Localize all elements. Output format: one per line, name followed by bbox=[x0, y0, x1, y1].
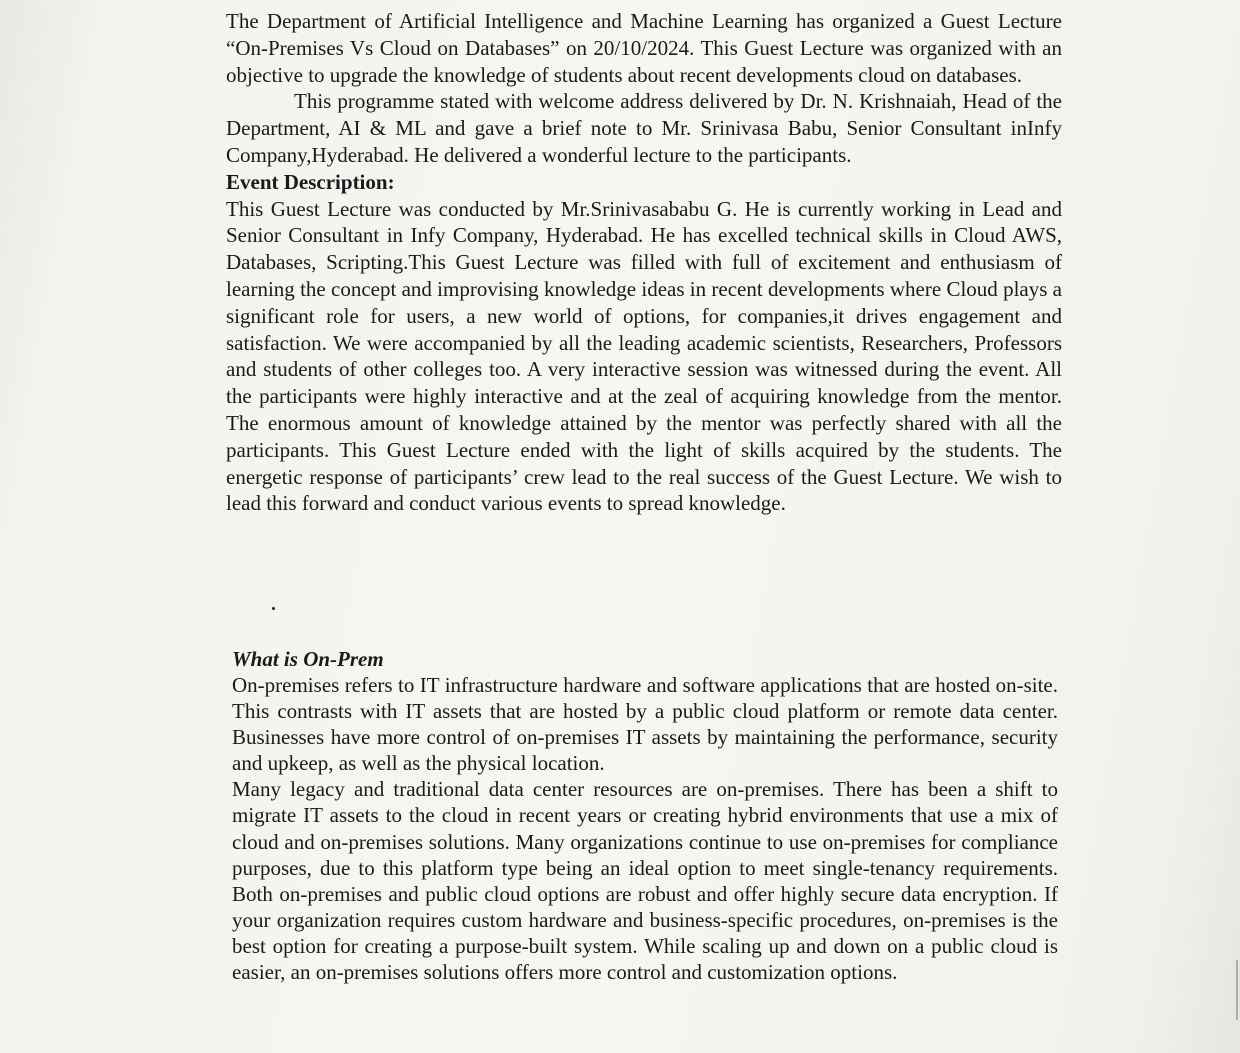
onprem-paragraph-2: Many legacy and traditional data center resources are on-premises. There has been a shift to migrate IT assets to the cloud in recent years or creating hybrid environments that use a mix of cloud and on-premises solutions. Many organizations continue to use on-premises for compliance purposes, due to this platform type being an ideal option to meet single-tenancy requirements. Both on-premises and public cloud options are robust and offer highly secure data encryption. If your organization requires custom hardware and business-specific procedures, on-premises is the best option for creating a purpose-built system. While scaling up and down on a public cloud is easier, an on-premises solutions offers more control and customization options. bbox=[232, 777, 1058, 985]
onprem-paragraph-1: On-premises refers to IT infrastructure hardware and software applications that are hosted on-site. This contrasts with IT assets that are hosted by a public cloud platform or remote data center. Businesses have more control of on-premises IT assets by maintaining the performance, security and upkeep, as well as the physical location. bbox=[232, 673, 1058, 776]
event-description-heading: Event Description: bbox=[226, 169, 395, 194]
document-section-intro bbox=[226, 8, 1062, 517]
intro-paragraph: The Department of Artificial Intelligence and Machine Learning has organized a Guest Lecture “On-Premises Vs Cloud on Databases” on 20/10/2024. This Guest Lecture was organized with an objective to upgrade the knowledge of students about recent developments cloud on databases. bbox=[226, 9, 1062, 87]
event-description-body: This Guest Lecture was conducted by Mr.Srinivasababu G. He is currently working in Lead and Senior Consultant in Infy Company, Hyderabad. He has excelled technical skills in Cloud AWS, Databases, Scripting.This Guest Lecture was filled with full of excitement and enthusiasm of learning the concept and improvising knowledge ideas in recent developments where Cloud plays a significant role for users, a new world of options, for companies,it drives engagement and satisfaction. We were accompanied by all the leading academic scientists, Researchers, Professors and students of other colleges too. A very interactive session was witnessed during the event. All the participants were highly interactive and at the zeal of acquiring knowledge from the mentor. The enormous amount of knowledge attained by the mentor was perfectly shared with all the participants. This Guest Lecture ended with the light of skills acquired by the students. The energetic response of participants’ crew lead to the real success of the Guest Lecture. We wish to lead this forward and conduct various events to spread knowledge. bbox=[226, 196, 1062, 516]
stray-dot bbox=[272, 607, 275, 610]
onprem-heading: What is On-Prem bbox=[232, 647, 384, 671]
document-section-onprem bbox=[232, 646, 1058, 985]
programme-paragraph: This programme stated with welcome address delivered by Dr. N. Krishnaiah, Head of the Department, AI & ML and gave a brief note to Mr. Srinivasa Babu, Senior Consultant inInfy Company,Hyderabad. He delivered a wonderful lecture to the participants. bbox=[226, 89, 1062, 167]
scan-edge-mark bbox=[1236, 960, 1238, 1020]
